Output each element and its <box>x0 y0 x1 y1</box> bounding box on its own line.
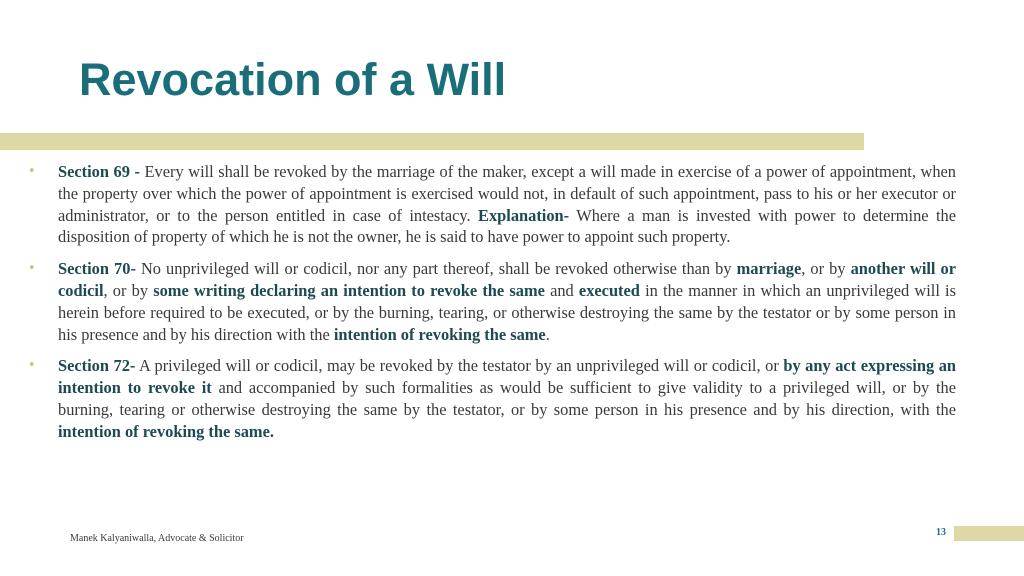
section-72-heading: Section 72- <box>58 356 136 376</box>
text-segment: , or by <box>801 259 851 279</box>
text-segment: and accompanied by such formalities as would be sufficient to give validity to a privileged will, or by the burning, tearing or otherwise destroying the same by the testator, or by some person in his presence and by his direction, with the <box>58 378 956 419</box>
bullet-item-section-70 <box>28 258 956 345</box>
bullet-icon: • <box>28 358 36 374</box>
slide-title: Revocation of a Will <box>79 54 507 105</box>
text-segment: No unprivileged will or codicil, nor any part thereof, shall be revoked otherwise than by <box>135 259 737 279</box>
bullet-text <box>58 259 956 343</box>
text-segment: . <box>545 324 550 344</box>
text-segment: and <box>544 280 579 300</box>
page-number: 13 <box>936 527 946 538</box>
bullet-icon: • <box>28 164 36 179</box>
emphasis-segment: some writing declaring an intention to revoke the same <box>153 280 545 300</box>
emphasis-segment: executed <box>578 280 640 300</box>
bullet-item-section-72 <box>28 355 956 442</box>
text-segment: , or by <box>103 280 154 300</box>
bullet-item-section-69 <box>28 161 956 248</box>
page-number-accent-bar <box>954 526 1024 541</box>
section-69-text: Every will shall be revoked by the marriage of the maker, except a will made in exercise of a power of appointment, when the property over which the power of appointment is exercised would not, in default of such appointment, pass to his or her executor or administrator, or to the person entitled in case of intestacy. <box>58 162 956 225</box>
section-69-heading: Section 69 - <box>58 162 145 181</box>
explanation-heading: Explanation- <box>478 205 570 225</box>
emphasis-segment: another will or codicil <box>58 259 957 300</box>
bullet-text <box>58 162 956 246</box>
explanation-text: Where a man is invested with power to determine the disposition of property of which he is not the owner, he is said to have power to appoint such property. <box>58 205 956 247</box>
footer-author: Manek Kalyaniwalla, Advocate & Solicitor <box>70 533 244 544</box>
bullet-text <box>58 356 956 440</box>
emphasis-segment: by any act expressing an intention to revoke it <box>58 356 957 398</box>
title-accent-bar <box>0 133 864 150</box>
bullet-list <box>28 161 956 453</box>
bullet-icon: • <box>28 261 36 277</box>
section-70-heading: Section 70- <box>58 259 136 279</box>
emphasis-segment: intention of revoking the same <box>333 324 546 344</box>
emphasis-segment: intention of revoking the same. <box>58 421 274 441</box>
emphasis-segment: marriage <box>736 259 802 279</box>
text-segment: in the manner in which an unprivileged will is herein before required to be executed, or by the burning, tearing, or otherwise destroying the same by the testator or by some person in his presence and by his direction with the <box>58 280 956 344</box>
text-segment: A privileged will or codicil, may be revoked by the testator by an unprivileged will or codicil, or <box>135 356 784 376</box>
